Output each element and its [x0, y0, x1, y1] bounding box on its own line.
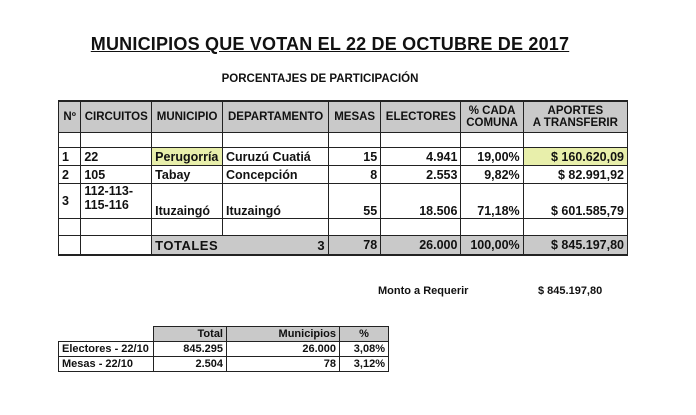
page-subtitle: PORCENTAJES DE PARTICIPACIÓN — [221, 73, 419, 85]
monto-value: $ 845.197,80 — [538, 285, 603, 297]
cell-no: 2 — [59, 166, 81, 184]
cell-departamento: Ituzaingó — [223, 184, 329, 219]
summary-pct: 3,12% — [340, 357, 389, 372]
cell-porcentaje: 9,82% — [461, 166, 523, 184]
summary-header-empty — [59, 327, 154, 342]
summary-row — [59, 357, 389, 372]
header-electores: ELECTORES — [381, 101, 461, 133]
cell-porcentaje: 19,00% — [461, 148, 523, 166]
summary-header-pct: % — [340, 327, 389, 342]
summary-table — [58, 326, 389, 372]
cell-circuitos — [81, 184, 152, 219]
header-no: Nº — [59, 101, 81, 133]
totals-aportes: $ 845.197,80 — [523, 236, 627, 256]
header-porcentaje-line1: % CADA — [468, 105, 516, 117]
header-porcentaje-line2: COMUNA — [466, 117, 518, 129]
header-aportes-line2: A TRANSFERIR — [532, 117, 618, 129]
cell-porcentaje: 71,18% — [461, 184, 523, 219]
summary-total: 2.504 — [154, 357, 227, 372]
cell-circuitos-line2: 115-116 — [84, 198, 129, 212]
summary-total: 845.295 — [154, 342, 227, 357]
cell-no: 3 — [59, 184, 81, 219]
cell-circuitos-line1: 112-113- — [84, 184, 134, 198]
totals-label-text: TOTALES — [155, 237, 219, 253]
header-circuitos: CIRCUITOS — [81, 101, 152, 133]
cell-electores: 2.553 — [381, 166, 461, 184]
cell-circuitos: 22 — [81, 148, 152, 166]
cell-mesas: 8 — [329, 166, 381, 184]
totals-porcentaje: 100,00% — [461, 236, 523, 256]
summary-header-row — [59, 327, 389, 342]
cell-electores: 18.506 — [381, 184, 461, 219]
summary-municipios: 78 — [227, 357, 340, 372]
summary-municipios: 26.000 — [227, 342, 340, 357]
municipios-table — [58, 100, 628, 256]
summary-row — [59, 342, 389, 357]
summary-pct: 3,08% — [340, 342, 389, 357]
header-aportes-line1: APORTES — [547, 105, 604, 117]
spacer-row — [59, 133, 628, 148]
table-row — [59, 148, 628, 166]
summary-label: Mesas - 22/10 — [59, 357, 154, 372]
cell-no: 1 — [59, 148, 81, 166]
totals-row — [59, 236, 628, 256]
header-departamento: DEPARTAMENTO — [223, 101, 329, 133]
header-mesas: MESAS — [329, 101, 381, 133]
cell-aportes: $ 601.585,79 — [523, 184, 627, 219]
table-row — [59, 184, 628, 219]
totals-mesas: 78 — [329, 236, 381, 256]
cell-mesas: 55 — [329, 184, 381, 219]
cell-municipio: Perugorría — [152, 148, 223, 166]
table-header-row — [59, 101, 628, 133]
cell-circuitos: 105 — [81, 166, 152, 184]
spacer-row — [59, 219, 628, 236]
monto-label: Monto a Requerir — [378, 285, 469, 297]
totals-count: 3 — [317, 237, 326, 253]
table-row — [59, 166, 628, 184]
totals-electores: 26.000 — [381, 236, 461, 256]
cell-mesas: 15 — [329, 148, 381, 166]
summary-header-total: Total — [154, 327, 227, 342]
header-aportes — [523, 101, 627, 133]
cell-electores: 4.941 — [381, 148, 461, 166]
summary-label: Electores - 22/10 — [59, 342, 154, 357]
totals-blank-cell — [59, 236, 81, 256]
cell-departamento: Curuzú Cuatiá — [223, 148, 329, 166]
cell-aportes: $ 82.991,92 — [523, 166, 627, 184]
cell-municipio: Ituzaingó — [152, 184, 223, 219]
cell-municipio: Tabay — [152, 166, 223, 184]
cell-aportes: $ 160.620,09 — [523, 148, 627, 166]
totals-blank-cell — [81, 236, 152, 256]
header-municipio: MUNICIPIO — [152, 101, 223, 133]
summary-header-municipios: Municipios — [227, 327, 340, 342]
header-porcentaje — [461, 101, 523, 133]
totals-label — [152, 236, 329, 256]
cell-departamento: Concepción — [223, 166, 329, 184]
page-title: MUNICIPIOS QUE VOTAN EL 22 DE OCTUBRE DE 2017 — [90, 34, 570, 54]
